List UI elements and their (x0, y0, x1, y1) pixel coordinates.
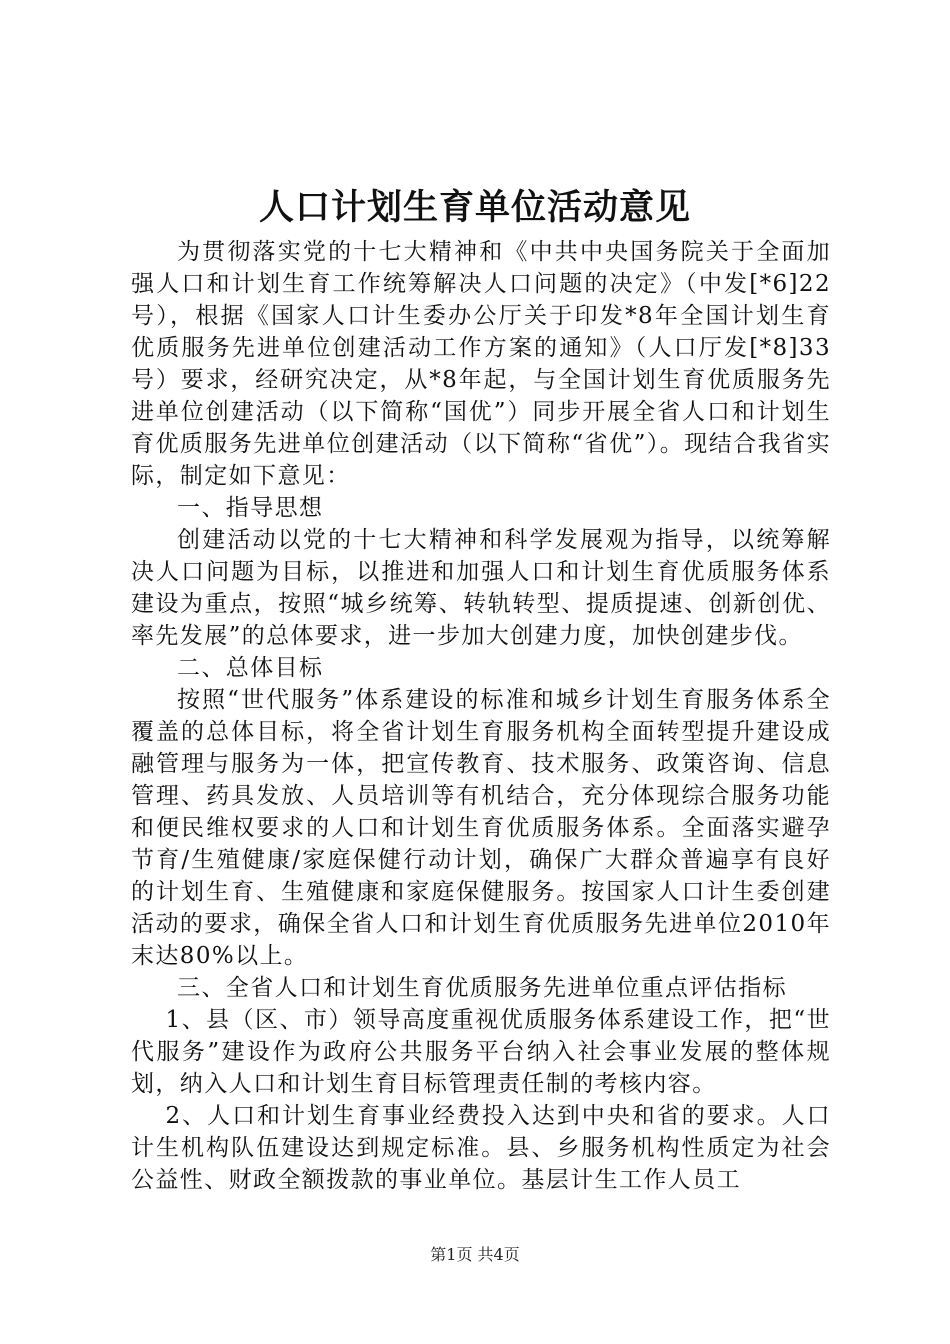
paragraph-indicator-1: 1、县（区、市）领导高度重视优质服务体系建设工作，把“世代服务”建设作为政府公共服务平台纳入社会事业发展的整体规划，纳入人口和计划生育目标管理责任制的考核内容。 (131, 1007, 831, 1097)
paragraph-indicator-2: 2、人口和计划生育事业经费投入达到中央和省的要求。人口计生机构队伍建设达到规定标准。县、乡服务机构性质定为社会公益性、财政全额拨款的事业单位。基层计生工作人员工 (131, 1103, 831, 1193)
document-title: 人口计划生育单位活动意见 (258, 187, 691, 228)
paragraph-intro: 为贯彻落实党的十七大精神和《中共中央国务院关于全面加强人口和计划生育工作统筹解决人口问题的决定》（中发[*6]22号），根据《国家人口计生委办公厅关于印发*8年全国计划生育优质服务先进单位创建活动工作方案的通知》（人口厅发[*8]33号）要求，经研究决定，从*8年起，与全国计划生育优质服务先进单位创建活动（以下简称“国优”）同步开展全省人口和计划生育优质服务先进单位创建活动（以下简称“省优”）。现结合我省实际，制定如下意见： (131, 239, 831, 489)
document-body (131, 236, 831, 1196)
paragraph-guiding-thought: 创建活动以党的十七大精神和科学发展观为指导，以统筹解决人口问题为目标，以推进和加强人口和计划生育优质服务体系建设为重点，按照“城乡统筹、转轨转型、提质提速、创新创优、率先发展”的总体要求，进一步加大创建力度，加快创建步伐。 (131, 527, 831, 649)
section-heading-evaluation-indicators: 三、全省人口和计划生育优质服务先进单位重点评估指标 (177, 975, 787, 1001)
page-footer: 第1页 共4页 (430, 1245, 520, 1264)
section-heading-guiding-thought: 一、指导思想 (177, 495, 324, 521)
paragraph-overall-goal: 按照“世代服务”体系建设的标准和城乡计划生育服务体系全覆盖的总体目标，将全省计划生育服务机构全面转型提升建设成融管理与服务为一体，把宣传教育、技术服务、政策咨询、信息管理、药具发放、人员培训等有机结合，充分体现综合服务功能和便民维权要求的人口和计划生育优质服务体系。全面落实避孕节育/生殖健康/家庭保健行动计划，确保广大群众普遍享有良好的计划生育、生殖健康和家庭保健服务。按国家人口计生委创建活动的要求，确保全省人口和计划生育优质服务先进单位2010年末达80%以上。 (131, 687, 831, 969)
section-heading-overall-goal: 二、总体目标 (177, 655, 324, 681)
